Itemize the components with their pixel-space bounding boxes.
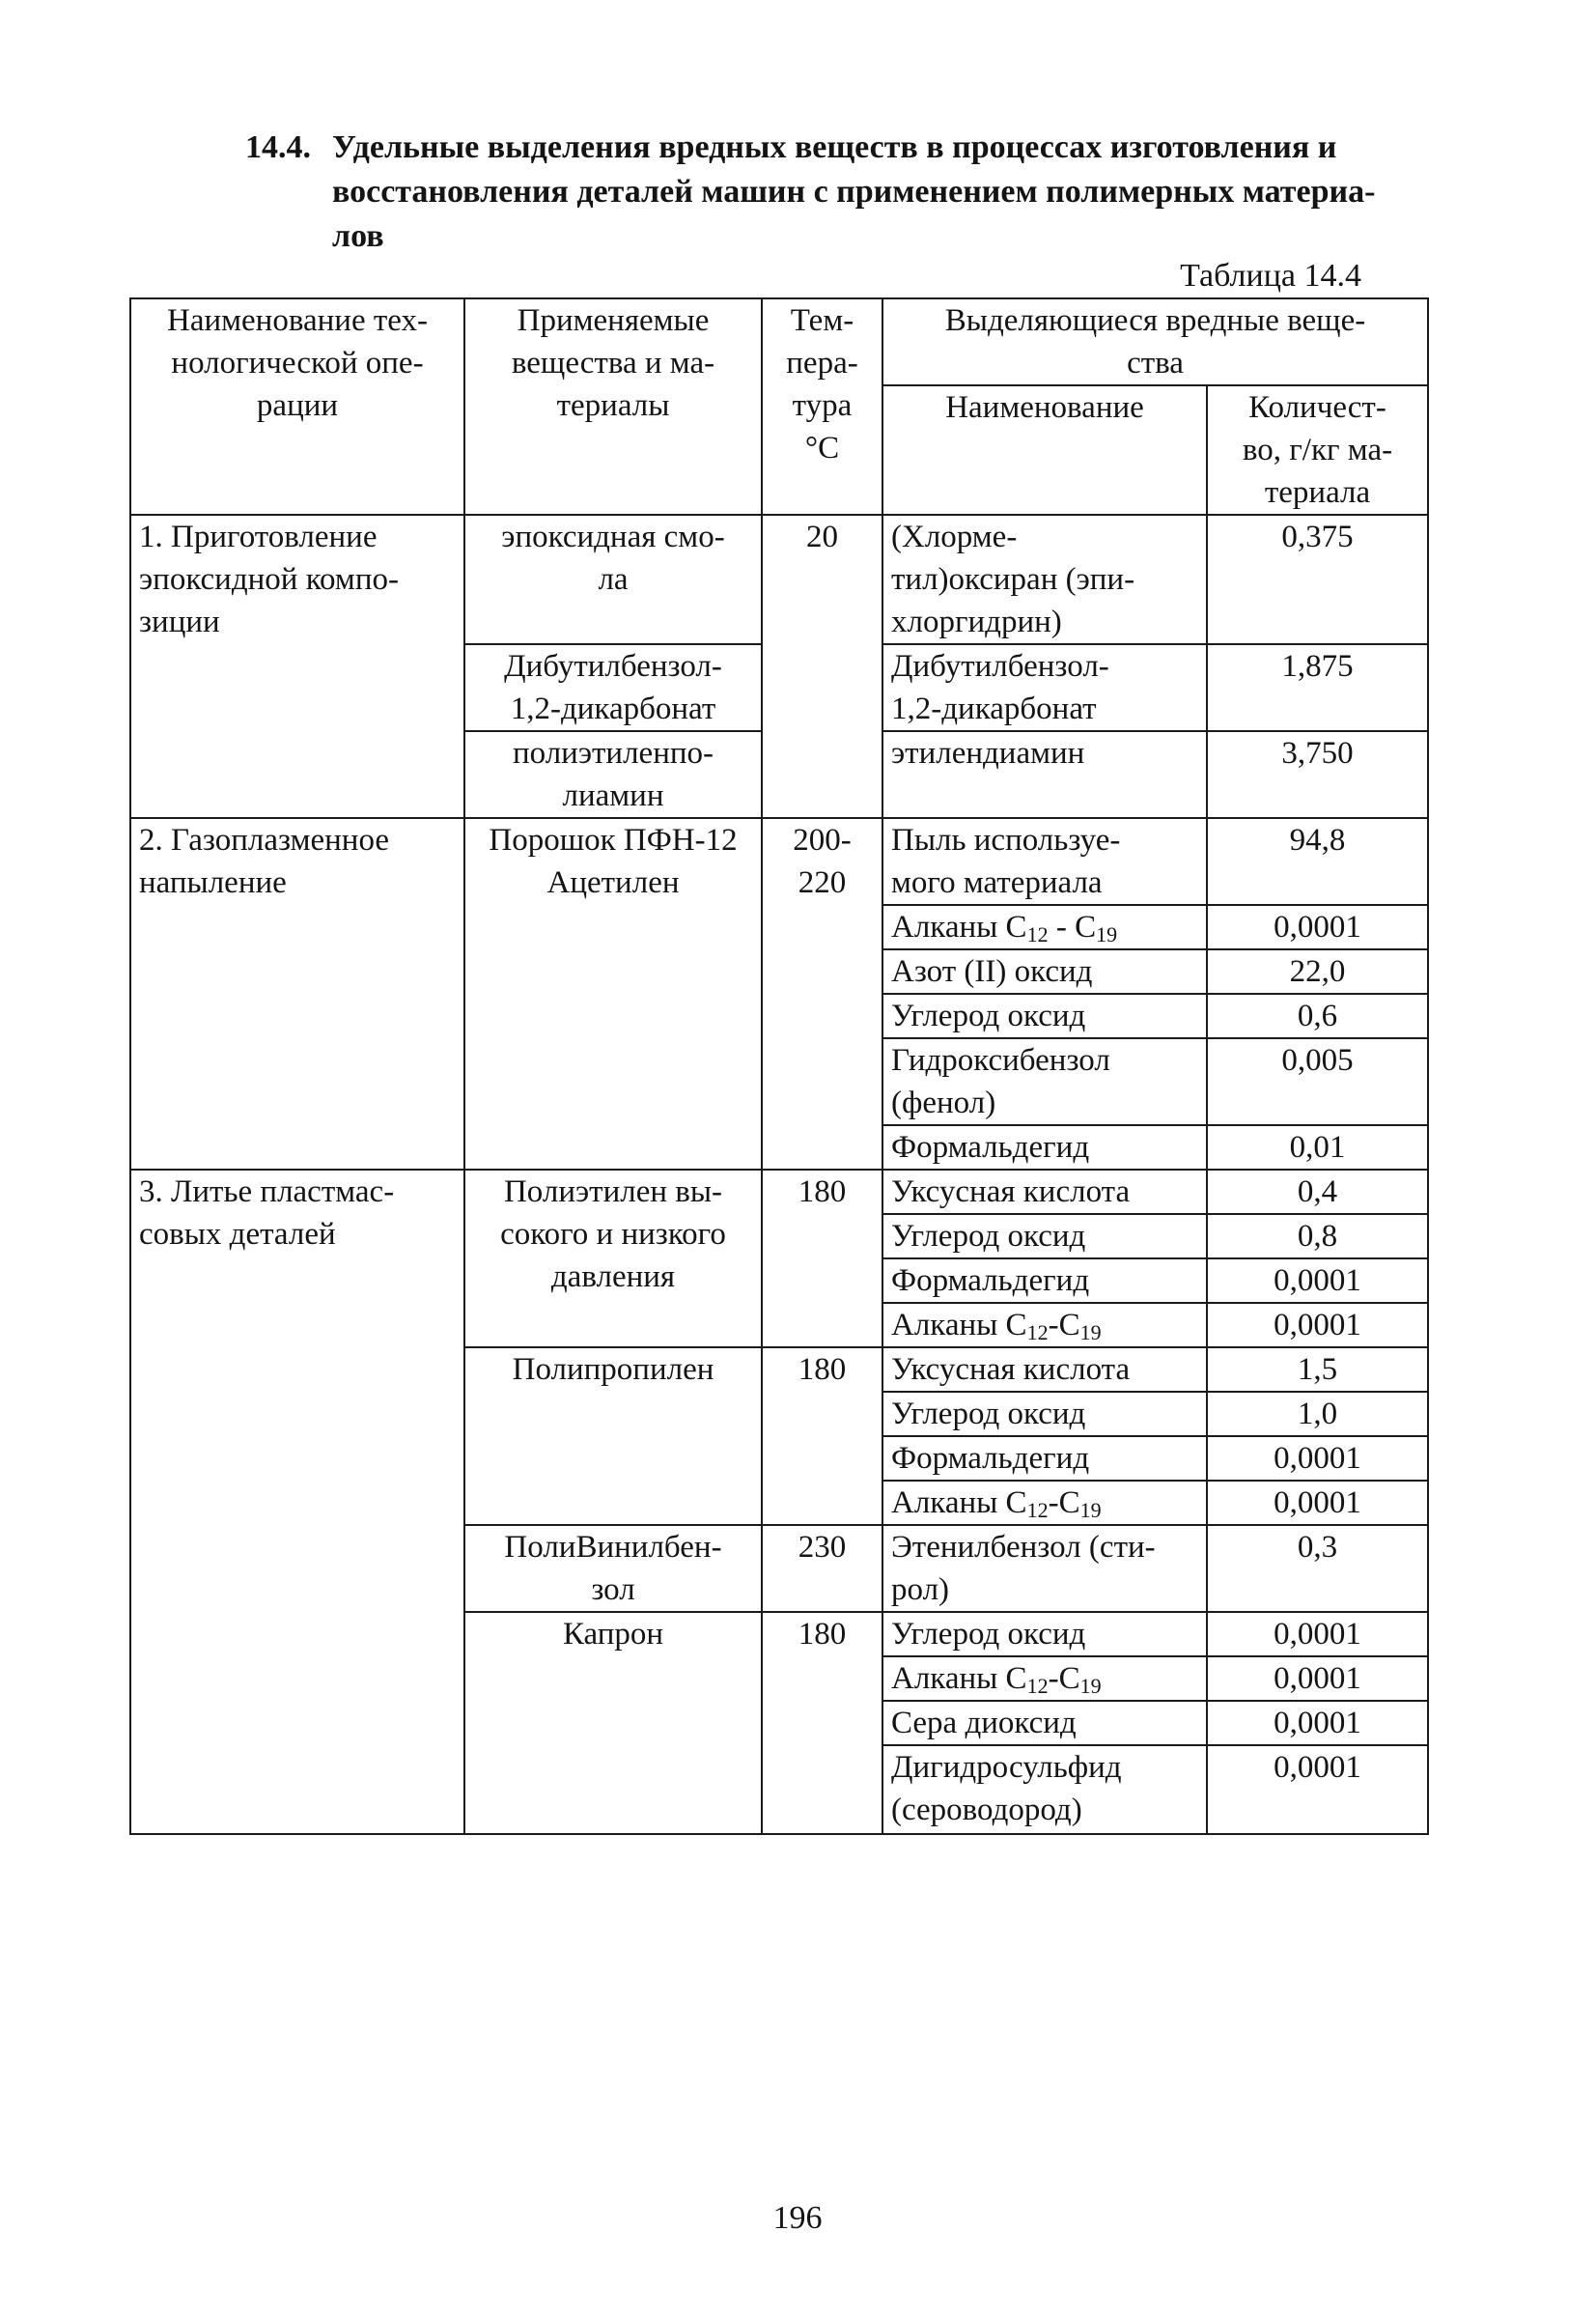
quantity-cell-text: 0,8	[1297, 1219, 1338, 1254]
emission-name-text	[891, 1657, 1198, 1700]
quantity-cell	[1207, 1125, 1428, 1170]
material-cell	[464, 1612, 762, 1834]
material-cell	[464, 731, 762, 818]
section-number: 14.4.	[245, 129, 311, 165]
emission-name-cell-text: Углерод оксид	[891, 1617, 1086, 1652]
emission-name-cell	[882, 1392, 1207, 1436]
emission-name-cell-text: Этенилбензол (сти- рол)	[891, 1530, 1156, 1607]
formula-text: Алканы С	[891, 1485, 1027, 1520]
emission-name-cell	[882, 1701, 1207, 1745]
formula-text: Алканы С	[891, 910, 1027, 945]
header-quantity: Количест- во, г/кг ма- териала	[1207, 385, 1428, 515]
material-cell	[464, 1170, 762, 1347]
emission-name-cell	[882, 1125, 1207, 1170]
material-cell	[464, 644, 762, 731]
table-body	[130, 515, 1428, 1834]
quantity-cell-text: 0,375	[1281, 520, 1354, 554]
emission-name-cell-text: Дибутилбензол- 1,2-дикарбонат	[891, 649, 1109, 726]
header-emission-name: Наименование	[882, 385, 1207, 515]
quantity-cell	[1207, 1745, 1428, 1834]
temperature-cell	[762, 1170, 882, 1347]
formula-subscript: 12	[1026, 1674, 1049, 1698]
quantity-cell	[1207, 1656, 1428, 1701]
quantity-cell	[1207, 515, 1428, 644]
operation-cell	[130, 818, 464, 1170]
emission-name-cell-text: Углерод оксид	[891, 999, 1086, 1033]
emission-name-cell-text: (Хлорме- тил)оксиран (эпи- хлоргидрин)	[891, 520, 1135, 639]
quantity-cell-text: 0,0001	[1274, 1485, 1361, 1520]
operation-cell	[130, 1170, 464, 1834]
emission-name-cell	[882, 1170, 1207, 1214]
material-cell-text: Дибутилбензол- 1,2-дикарбонат	[504, 649, 722, 726]
material-cell	[464, 818, 762, 1170]
quantity-cell-text: 3,750	[1281, 736, 1354, 771]
emission-name-cell	[882, 731, 1207, 818]
operation-cell-text: 2. Газоплазменное напыление	[139, 823, 389, 900]
quantity-cell	[1207, 1436, 1428, 1481]
quantity-cell	[1207, 1258, 1428, 1303]
header-temperature: Тем- пера- тура °С	[762, 298, 882, 515]
quantity-cell-text: 0,0001	[1274, 1706, 1361, 1740]
material-cell-text: ПолиВинилбен- зол	[504, 1530, 722, 1607]
quantity-cell-text: 0,4	[1297, 1174, 1338, 1209]
quantity-cell	[1207, 1214, 1428, 1258]
page-number: 196	[772, 2200, 823, 2236]
formula-text: Алканы С	[891, 1661, 1027, 1696]
header-materials: Применяемые вещества и ма- териалы	[464, 298, 762, 515]
emission-name-cell	[882, 1303, 1207, 1347]
formula-subscript: 12	[1026, 1498, 1049, 1522]
formula-text: -С	[1048, 1485, 1080, 1520]
emission-name-cell-text: Пыль используе- мого материала	[891, 823, 1121, 900]
formula-text: -С	[1048, 1661, 1080, 1696]
temperature-cell	[762, 1612, 882, 1834]
emission-name-cell	[882, 1436, 1207, 1481]
quantity-cell	[1207, 905, 1428, 949]
quantity-cell-text: 0,01	[1289, 1130, 1346, 1165]
quantity-cell	[1207, 1038, 1428, 1125]
formula-subscript: 19	[1079, 1498, 1102, 1522]
emission-name-cell	[882, 1745, 1207, 1834]
quantity-cell-text: 0,0001	[1274, 1617, 1361, 1652]
material-cell-text: Капрон	[562, 1617, 664, 1652]
material-cell-text: Полиэтилен вы- сокого и низкого давления	[500, 1174, 726, 1294]
quantity-cell-text: 94,8	[1289, 823, 1346, 858]
emission-name-cell	[882, 1612, 1207, 1656]
quantity-cell-text: 0,005	[1281, 1043, 1354, 1078]
emission-name-cell-text: Уксусная кислота	[891, 1352, 1131, 1387]
quantity-cell-text: 0,6	[1297, 999, 1338, 1033]
operation-cell-text: 3. Литье пластмас- совых деталей	[139, 1174, 395, 1252]
emission-name-cell-text: Формальдегид	[891, 1130, 1090, 1165]
material-cell	[464, 515, 762, 644]
quantity-cell-text: 1,875	[1281, 649, 1354, 684]
temperature-cell-text: 230	[798, 1530, 847, 1565]
quantity-cell	[1207, 1347, 1428, 1392]
emission-name-cell	[882, 1258, 1207, 1303]
quantity-cell-text: 0,0001	[1274, 910, 1361, 945]
temperature-cell-text: 180	[798, 1352, 847, 1387]
section-title-line: восстановления деталей машин с применением полимерных материа-	[332, 174, 1376, 210]
formula-text: Алканы С	[891, 1308, 1027, 1342]
emission-name-cell	[882, 1214, 1207, 1258]
temperature-cell-text: 200- 220	[793, 823, 852, 900]
quantity-cell-text: 0,0001	[1274, 1308, 1361, 1342]
header-operation: Наименование тех- нологической опе- рации	[130, 298, 464, 515]
material-cell-text: Полипропилен	[512, 1352, 714, 1387]
section-title-line: Удельные выделения вредных веществ в процессах изготовления и	[332, 129, 1337, 165]
emission-name-cell	[882, 644, 1207, 731]
formula-text: -С	[1048, 1308, 1080, 1342]
quantity-cell	[1207, 1525, 1428, 1612]
emission-name-cell-text: Формальдегид	[891, 1441, 1090, 1476]
quantity-cell-text: 1,5	[1297, 1352, 1338, 1387]
quantity-cell	[1207, 1612, 1428, 1656]
temperature-cell-text: 180	[798, 1617, 847, 1652]
emission-name-cell	[882, 949, 1207, 994]
quantity-cell-text: 0,0001	[1274, 1661, 1361, 1696]
formula-subscript: 12	[1026, 922, 1049, 946]
emission-name-cell-text: Уксусная кислота	[891, 1174, 1131, 1209]
quantity-cell	[1207, 1303, 1428, 1347]
quantity-cell-text: 22,0	[1289, 954, 1346, 989]
emission-name-cell	[882, 1656, 1207, 1701]
formula-subscript: 19	[1079, 1674, 1102, 1698]
emission-name-cell	[882, 1347, 1207, 1392]
emission-name-cell-text: Азот (II) оксид	[891, 954, 1093, 989]
emission-name-text	[891, 906, 1198, 948]
table-caption: Таблица 14.4	[1180, 258, 1361, 294]
emission-name-cell-text: Гидроксибензол (фенол)	[891, 1043, 1110, 1120]
emission-name-cell-text: Углерод оксид	[891, 1397, 1086, 1431]
emission-name-cell	[882, 905, 1207, 949]
quantity-cell	[1207, 818, 1428, 905]
emission-name-cell	[882, 818, 1207, 905]
material-cell	[464, 1347, 762, 1525]
emission-name-cell	[882, 1038, 1207, 1125]
section-title-line: лов	[332, 218, 384, 254]
temperature-cell	[762, 1347, 882, 1525]
material-cell-text: Порошок ПФН-12 Ацетилен	[489, 823, 738, 900]
quantity-cell	[1207, 994, 1428, 1038]
quantity-cell-text: 0,0001	[1274, 1750, 1361, 1785]
temperature-cell	[762, 515, 882, 818]
quantity-cell-text: 0,0001	[1274, 1263, 1361, 1298]
emission-name-cell	[882, 994, 1207, 1038]
section-title	[332, 126, 1491, 259]
quantity-cell-text: 0,0001	[1274, 1441, 1361, 1476]
material-cell	[464, 1525, 762, 1612]
formula-subscript: 19	[1079, 1320, 1102, 1344]
quantity-cell	[1207, 949, 1428, 994]
material-cell-text: эпоксидная смо- ла	[501, 520, 725, 597]
quantity-cell	[1207, 1392, 1428, 1436]
formula-text: - С	[1048, 910, 1097, 945]
emission-name-cell	[882, 1525, 1207, 1612]
emission-name-cell-text: Формальдегид	[891, 1263, 1090, 1298]
emission-name-cell-text: Сера диоксид	[891, 1706, 1077, 1740]
quantity-cell	[1207, 1170, 1428, 1214]
emissions-table	[129, 297, 1429, 1835]
quantity-cell-text: 1,0	[1297, 1397, 1338, 1431]
emission-name-cell-text: Углерод оксид	[891, 1219, 1086, 1254]
operation-cell	[130, 515, 464, 818]
material-cell-text: полиэтиленпо- лиамин	[512, 736, 714, 813]
temperature-cell	[762, 1525, 882, 1612]
temperature-cell-text: 20	[806, 520, 838, 554]
emission-name-text	[891, 1304, 1198, 1346]
quantity-cell	[1207, 1481, 1428, 1525]
temperature-cell	[762, 818, 882, 1170]
table-row	[130, 515, 1428, 644]
quantity-cell	[1207, 731, 1428, 818]
quantity-cell	[1207, 1701, 1428, 1745]
quantity-cell	[1207, 644, 1428, 731]
formula-subscript: 19	[1096, 922, 1118, 946]
emission-name-cell	[882, 515, 1207, 644]
temperature-cell-text: 180	[798, 1174, 847, 1209]
table-row	[130, 818, 1428, 905]
operation-cell-text: 1. Приготовление эпоксидной компо- зиции	[139, 520, 399, 639]
emission-name-text	[891, 1482, 1198, 1524]
emission-name-cell-text: этилендиамин	[891, 736, 1085, 771]
formula-subscript: 12	[1026, 1320, 1049, 1344]
emission-name-cell-text: Дигидросульфид (сероводород)	[891, 1750, 1122, 1827]
quantity-cell-text: 0,3	[1297, 1530, 1338, 1565]
emission-name-cell	[882, 1481, 1207, 1525]
header-emissions: Выделяющиеся вредные веще- ства	[882, 298, 1428, 385]
table-row	[130, 1170, 1428, 1214]
